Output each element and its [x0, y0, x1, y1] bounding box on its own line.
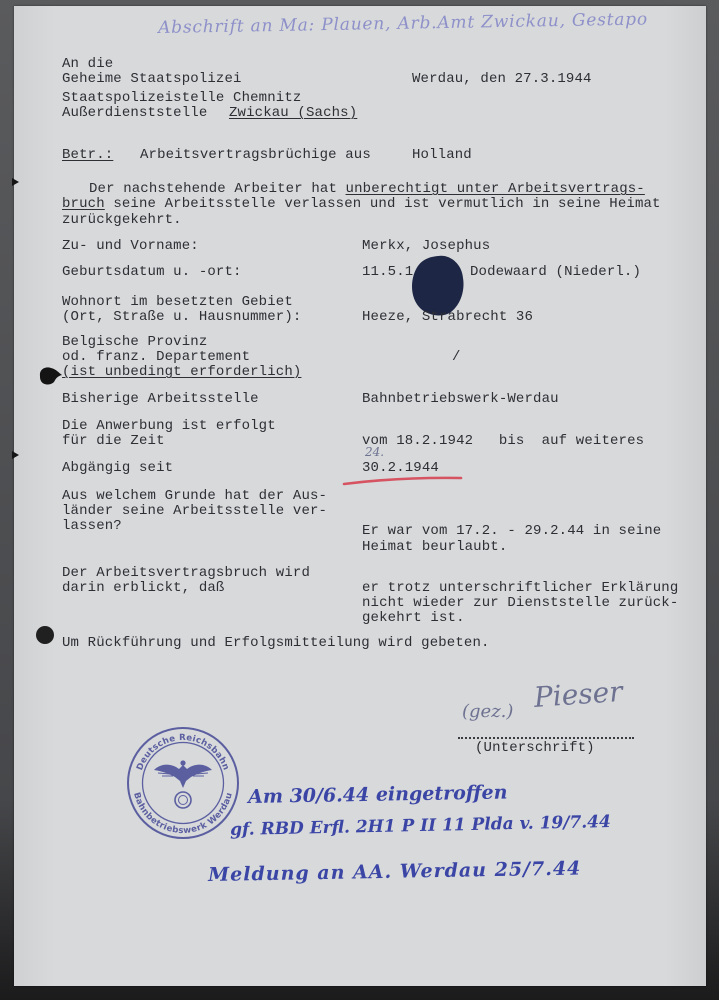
field-value: Heeze, Strabrecht 36	[362, 309, 534, 325]
field-value: er trotz unterschriftlicher Erklärung	[362, 580, 679, 596]
signature-name: Pieser	[532, 674, 624, 714]
field-label: Geburtsdatum u. -ort:	[62, 264, 242, 280]
red-pencil-underline	[340, 472, 465, 488]
intro-line	[62, 197, 661, 212]
field-label: länder seine Arbeitsstelle ver-	[62, 503, 328, 519]
signature-prefix: (gez.)	[462, 701, 514, 722]
intro-text: seine Arbeitsstelle verlassen und ist vermutlich in seine Heimat	[104, 196, 661, 212]
intro-line	[89, 182, 645, 197]
field-value: Heimat beurlaubt.	[362, 539, 508, 555]
field-label: od. franz. Departement	[62, 349, 251, 365]
intro-text: Der nachstehende Arbeiter hat	[89, 181, 346, 197]
field-value: Er war vom 17.2. - 29.2.44 in seine	[362, 523, 662, 539]
field-label: Aus welchem Grunde hat der Aus-	[62, 488, 328, 504]
field-value: Merkx, Josephus	[362, 238, 491, 254]
stamp-top-text-path: Deutsche Reichsbahn	[135, 732, 231, 772]
recipient-line: Außerdienststelle	[62, 105, 208, 121]
field-label: (ist unbedingt erforderlich)	[62, 364, 302, 380]
field-value: Bahnbetriebswerk-Werdau	[362, 391, 559, 407]
field-label: Die Anwerbung ist erfolgt	[62, 418, 276, 434]
wreath-emblem-icon	[175, 792, 191, 808]
punch-hole	[35, 625, 55, 645]
handwritten-note: gf. RBD Erfl. 2H1 P II 11 Plda v. 19/7.44	[229, 812, 612, 840]
closing-line: Um Rückführung und Erfolgsmitteilung wird gebeten.	[62, 635, 490, 651]
place-date: Werdau, den 27.3.1944	[412, 71, 592, 87]
handwritten-note: Meldung an AA. Werdau 25/7.44	[207, 857, 582, 886]
field-value: nicht wieder zur Dienststelle zurück-	[362, 595, 679, 611]
edge-mark	[12, 178, 20, 186]
eagle-emblem-icon	[154, 760, 212, 788]
field-label: Belgische Provinz	[62, 334, 208, 350]
recipient-place: Zwickau (Sachs)	[229, 105, 358, 121]
intro-underlined-text: bruch	[62, 196, 105, 212]
recipient-line: Geheime Staatspolizei	[62, 71, 242, 87]
field-label: darin erblickt, daß	[62, 580, 225, 596]
field-label: Zu- und Vorname:	[62, 238, 199, 254]
subject-text: Arbeitsvertragsbrüchige aus	[140, 147, 371, 163]
field-value: vom 18.2.1942 bis auf weiteres	[362, 433, 645, 449]
date-correction: 24.	[365, 445, 385, 459]
field-label: Abgängig seit	[62, 460, 174, 476]
signature-line	[458, 737, 634, 739]
subject-label: Betr.:	[62, 147, 114, 163]
signature-caption: (Unterschrift)	[475, 740, 595, 756]
field-label: für die Zeit	[62, 433, 165, 449]
intro-underlined-text: unberechtigt unter Arbeitsvertrags-	[345, 181, 645, 197]
recipient-line: Staatspolizeistelle Chemnitz	[62, 90, 302, 106]
recipient-line: An die	[62, 56, 114, 72]
field-value: /	[452, 349, 461, 365]
field-label: Der Arbeitsvertragsbruch wird	[62, 565, 310, 581]
official-stamp	[126, 726, 240, 840]
subject-country: Holland	[412, 147, 472, 163]
field-label: Bisherige Arbeitsstelle	[62, 391, 259, 407]
edge-mark	[12, 451, 20, 459]
field-label: lassen?	[62, 518, 122, 534]
field-value: 30.2.1944	[362, 460, 439, 476]
field-value: Dodewaard (Niederl.)	[470, 264, 642, 280]
stamp-bottom-text	[131, 791, 235, 836]
field-label: Wohnort im besetzten Gebiet	[62, 294, 293, 310]
stamp-bottom-text-path: Bahnbetriebswerk Werdau	[131, 791, 235, 837]
field-value: 11.5.1	[362, 264, 414, 280]
field-value: gekehrt ist.	[362, 610, 465, 626]
ink-spot	[34, 364, 64, 388]
handwritten-note: Am 30/6.44 eingetroffen	[247, 781, 508, 808]
handwritten-header-note: Abschrift an Ma: Plauen, Arb.Amt Zwickau, Gestapo	[157, 9, 649, 38]
intro-line: zurückgekehrt.	[62, 212, 182, 228]
field-label: (Ort, Straße u. Hausnummer):	[62, 309, 302, 325]
